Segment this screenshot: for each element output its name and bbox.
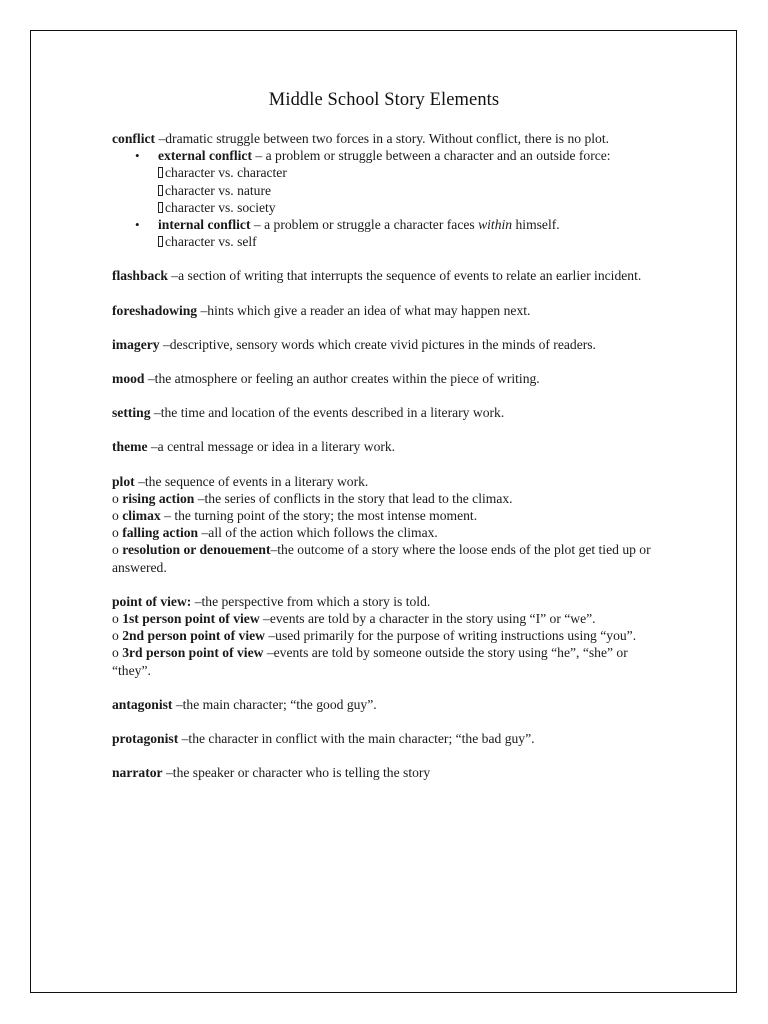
entry-flashback xyxy=(112,267,664,284)
entry-mood xyxy=(112,370,664,387)
entry-point-of-view xyxy=(112,593,664,679)
bullet-internal-conflict: • internal conflict – a problem or struggle a character faces within himself. character vs. self xyxy=(158,216,664,250)
term-point-of-view: point of view: xyxy=(112,593,192,609)
sub-item: character vs. self xyxy=(158,233,664,250)
plot-item-resolution: o resolution or denouement–the outcome of a story where the loose ends of the plot get tied up or answered. xyxy=(112,542,651,575)
entry-narrator xyxy=(112,764,664,781)
term-setting: setting xyxy=(112,405,151,421)
entry-conflict xyxy=(112,130,664,250)
checkbox-glyph-icon xyxy=(158,167,163,178)
conflict-bullet-list xyxy=(112,147,664,250)
entry-antagonist xyxy=(112,696,664,713)
plot-item-rising-action: o rising action –the series of conflicts in the story that lead to the climax. xyxy=(112,490,513,506)
sub-item: character vs. character xyxy=(158,164,664,181)
document-body xyxy=(112,130,664,798)
bullet-external-conflict xyxy=(158,147,664,216)
term-flashback: flashback xyxy=(112,268,168,284)
term-imagery: imagery xyxy=(112,336,160,352)
checkbox-glyph-icon xyxy=(158,185,163,196)
emphasis-within: within xyxy=(478,217,513,233)
def-theme: –a central message or idea in a literary work. xyxy=(147,439,396,455)
def-external-conflict: – a problem or struggle between a character and an outside force: xyxy=(252,148,611,164)
term-protagonist: protagonist xyxy=(112,731,179,747)
entry-plot xyxy=(112,473,664,576)
term-plot: plot xyxy=(112,473,135,489)
def-mood: –the atmosphere or feeling an author creates within the piece of writing. xyxy=(144,371,540,387)
pov-item-second-person: o 2nd person point of view –used primarily for the purpose of writing instructions using “you”. xyxy=(112,628,637,644)
sub-item: character vs. nature xyxy=(158,182,664,199)
entry-setting xyxy=(112,404,664,421)
term-foreshadowing: foreshadowing xyxy=(112,302,198,318)
sub-item: character vs. society xyxy=(158,199,664,216)
def-plot: –the sequence of events in a literary work. xyxy=(134,473,369,489)
def-protagonist: –the character in conflict with the main character; “the bad guy”. xyxy=(178,731,535,747)
page-title: Middle School Story Elements xyxy=(268,90,500,110)
entry-foreshadowing xyxy=(112,302,664,319)
entry-theme xyxy=(112,438,664,455)
term-conflict: conflict xyxy=(112,131,156,146)
pov-item-first-person: o 1st person point of view –events are told by a character in the story using “I” or “we”. xyxy=(112,611,596,627)
entry-imagery xyxy=(112,336,664,353)
def-conflict: –dramatic struggle between two forces in a story. Without conflict, there is no plot. xyxy=(155,131,610,146)
entry-protagonist xyxy=(112,730,664,747)
plot-item-falling-action: o falling action –all of the action which follows the climax. xyxy=(112,525,438,541)
def-narrator: –the speaker or character who is telling the story xyxy=(162,765,431,781)
def-antagonist: –the main character; “the good guy”. xyxy=(172,696,377,712)
term-antagonist: antagonist xyxy=(112,696,173,712)
term-external-conflict: external conflict xyxy=(158,148,252,164)
def-foreshadowing: –hints which give a reader an idea of what may happen next. xyxy=(197,302,531,318)
term-internal-conflict: internal conflict xyxy=(158,217,251,233)
term-mood: mood xyxy=(112,371,145,387)
def-setting: –the time and location of the events described in a literary work. xyxy=(150,405,505,421)
checkbox-glyph-icon xyxy=(158,236,163,247)
term-narrator: narrator xyxy=(112,765,163,781)
def-imagery: –descriptive, sensory words which create vivid pictures in the minds of readers. xyxy=(159,336,596,352)
def-flashback: –a section of writing that interrupts the sequence of events to relate an earlier incident. xyxy=(167,268,642,284)
conflict-definition xyxy=(112,130,664,147)
term-theme: theme xyxy=(112,439,148,455)
def-point-of-view: –the perspective from which a story is told. xyxy=(191,593,431,609)
plot-item-climax: o climax – the turning point of the story; the most intense moment. xyxy=(112,508,478,524)
pov-item-third-person: o 3rd person point of view –events are told by someone outside the story using “he”, “she” or “they”. xyxy=(112,645,628,678)
checkbox-glyph-icon xyxy=(158,202,163,213)
